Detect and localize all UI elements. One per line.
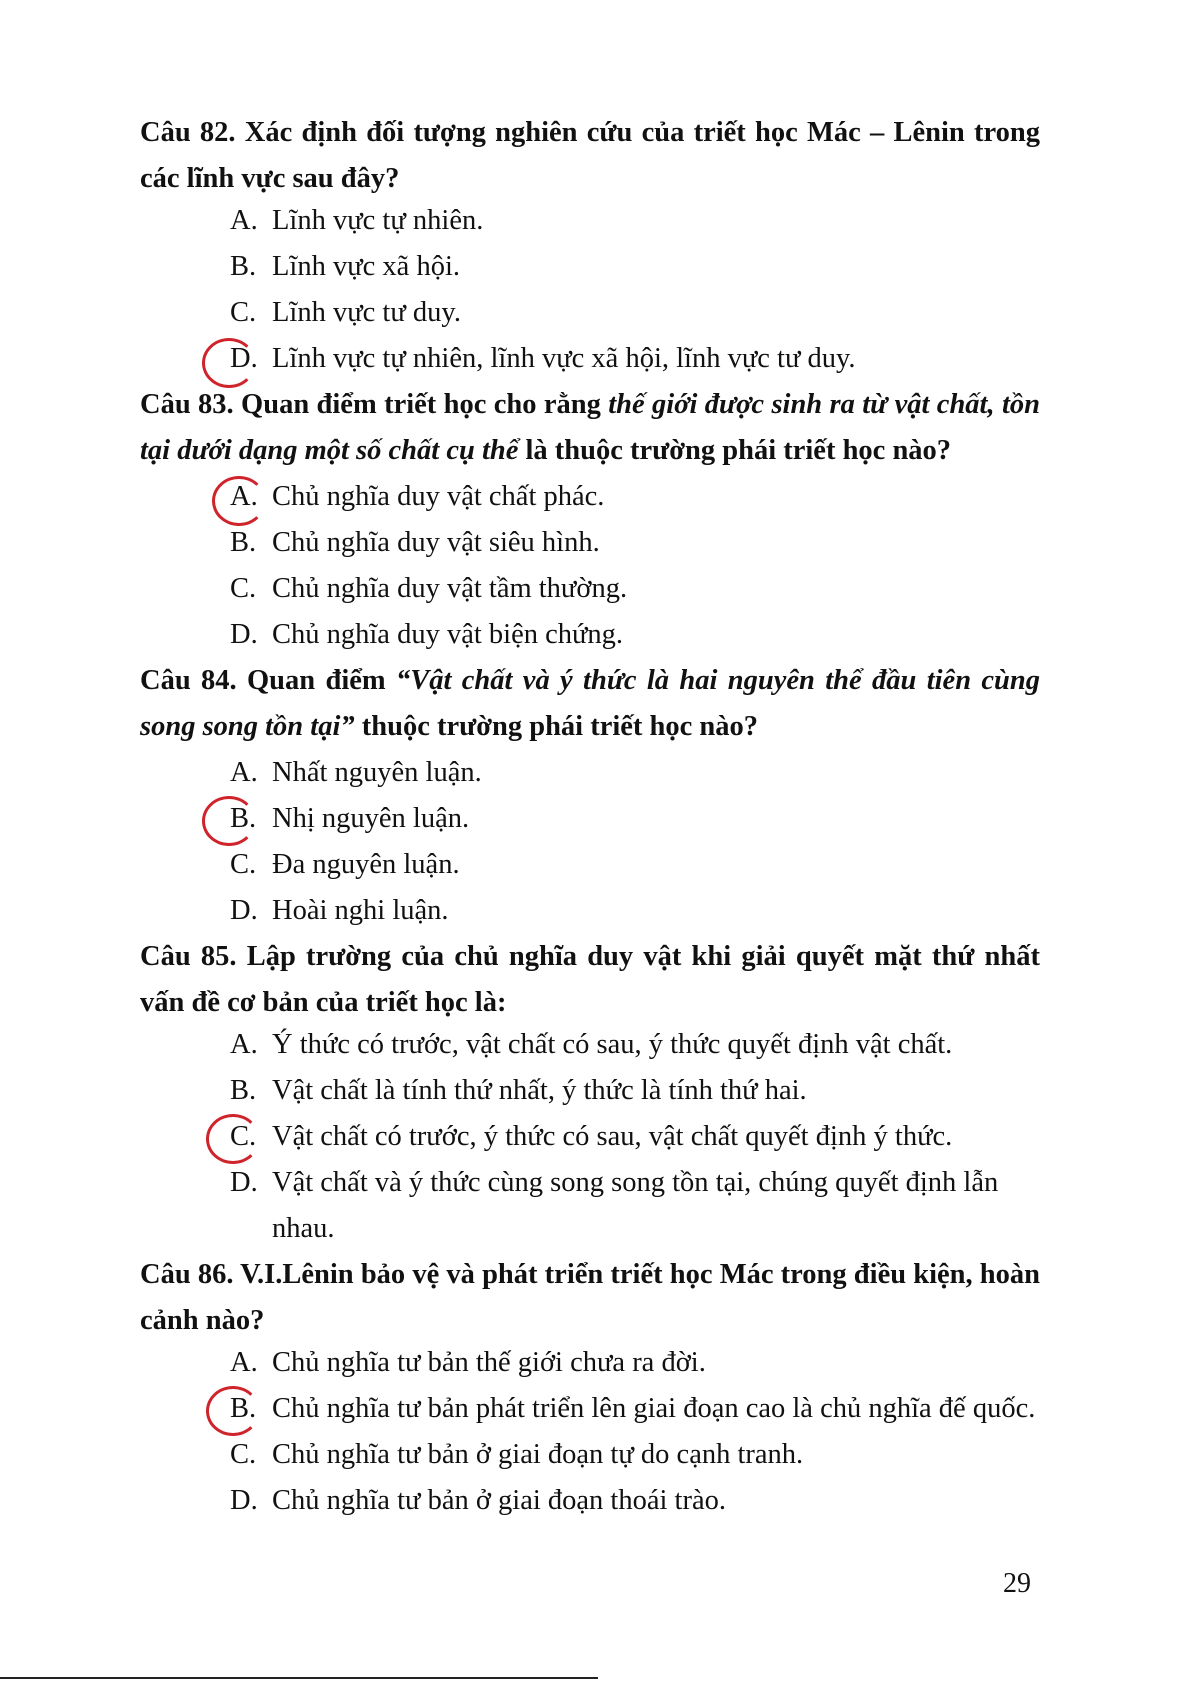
stem-italic: “Vật chất và ý thức là hai nguyên thể đầu tiên cùng song song tồn tại” <box>140 665 1040 742</box>
q86-option-c <box>230 1432 803 1478</box>
answer-circle-q86 <box>206 1386 260 1436</box>
option-letter: D. <box>230 619 258 650</box>
option-letter: D. <box>230 895 258 926</box>
option-text: Lĩnh vực xã hội. <box>272 251 460 282</box>
option-letter: C. <box>230 849 257 880</box>
option-text: Vật chất là tính thứ nhất, ý thức là tính thứ hai. <box>272 1075 807 1106</box>
option-text: Chủ nghĩa duy vật chất phác. <box>272 481 605 512</box>
q83-option-a <box>230 474 604 520</box>
q84-option-b <box>230 796 469 842</box>
option-text: Chủ nghĩa duy vật siêu hình. <box>272 527 600 558</box>
option-letter: C. <box>230 1439 257 1470</box>
option-text: Chủ nghĩa tư bản ở giai đoạn tự do cạnh tranh. <box>272 1439 804 1470</box>
option-text: Lĩnh vực tự nhiên. <box>272 205 484 236</box>
option-text: Vật chất và ý thức cùng song song tồn tại, chúng quyết định lẫn <box>272 1167 999 1198</box>
option-text: Nhị nguyên luận. <box>272 803 470 834</box>
stem-part: Câu 84. Quan điểm <box>140 665 396 696</box>
stem-italic: thế giới được sinh ra từ vật chất, tồn tại dưới dạng một số chất cụ thể <box>140 389 1040 466</box>
q82-option-a <box>230 198 483 244</box>
option-letter: D. <box>230 343 258 374</box>
option-text: Ý thức có trước, vật chất có sau, ý thức quyết định vật chất. <box>272 1029 953 1060</box>
q86-option-b <box>230 1386 1035 1432</box>
option-letter: D. <box>230 1485 258 1516</box>
question-82-stem: Câu 82. Xác định đối tượng nghiên cứu của triết học Mác – Lênin trong các lĩnh vực sau đây? <box>140 117 1040 194</box>
question-86-stem: Câu 86. V.I.Lênin bảo vệ và phát triển triết học Mác trong điều kiện, hoàn cảnh nào? <box>140 1259 1040 1336</box>
footer-divider <box>0 1677 598 1679</box>
q85-option-a <box>230 1022 952 1068</box>
question-83-stem <box>140 382 1040 474</box>
q82-option-b <box>230 244 460 290</box>
option-text: Chủ nghĩa tư bản thế giới chưa ra đời. <box>272 1347 706 1378</box>
question-84-stem <box>140 658 1040 750</box>
option-text: Hoài nghi luận. <box>272 895 449 926</box>
answer-circle-q85 <box>206 1114 260 1164</box>
q85-option-d-continued: nhau. <box>272 1213 335 1244</box>
option-text: Nhất nguyên luận. <box>272 757 482 788</box>
option-letter: A. <box>230 1029 258 1060</box>
option-letter: B. <box>230 527 257 558</box>
option-text: Lĩnh vực tự nhiên, lĩnh vực xã hội, lĩnh vực tư duy. <box>272 343 856 374</box>
option-text: Vật chất có trước, ý thức có sau, vật chất quyết định ý thức. <box>272 1121 953 1152</box>
stem-part: thuộc trường phái triết học nào? <box>354 711 759 742</box>
option-text: Chủ nghĩa tư bản ở giai đoạn thoái trào. <box>272 1485 726 1516</box>
option-letter: A. <box>230 481 258 512</box>
q84-option-a <box>230 750 482 796</box>
q85-option-c <box>230 1114 952 1160</box>
answer-circle-q83 <box>212 476 266 526</box>
answer-circle-q82 <box>202 338 256 388</box>
option-text: Đa nguyên luận. <box>272 849 460 880</box>
question-85-stem: Câu 85. Lập trường của chủ nghĩa duy vật khi giải quyết mặt thứ nhất vấn đề cơ bản của triết học là: <box>140 941 1040 1018</box>
q86-option-d <box>230 1478 726 1524</box>
q83-option-b <box>230 520 600 566</box>
option-text: Lĩnh vực tư duy. <box>272 297 461 328</box>
option-text: Chủ nghĩa duy vật tầm thường. <box>272 573 628 604</box>
q84-option-d <box>230 888 449 934</box>
option-letter: D. <box>230 1167 258 1198</box>
option-letter: B. <box>230 1075 257 1106</box>
q82-option-d <box>230 336 856 382</box>
option-letter: C. <box>230 1121 257 1152</box>
q82-option-c <box>230 290 461 336</box>
option-letter: B. <box>230 1393 257 1424</box>
q83-option-c <box>230 566 627 612</box>
page-number: 29 <box>1003 1568 1031 1599</box>
stem-part: là thuộc trường phái triết học nào? <box>518 435 952 466</box>
q84-option-c <box>230 842 460 888</box>
q85-option-b <box>230 1068 807 1114</box>
option-letter: C. <box>230 297 257 328</box>
option-letter: B. <box>230 803 257 834</box>
q85-option-d <box>230 1160 998 1206</box>
option-text: Chủ nghĩa duy vật biện chứng. <box>272 619 624 650</box>
option-letter: C. <box>230 573 257 604</box>
q83-option-d <box>230 612 623 658</box>
answer-circle-q84 <box>202 796 256 846</box>
q86-option-a <box>230 1340 706 1386</box>
option-letter: A. <box>230 757 258 788</box>
option-letter: A. <box>230 205 258 236</box>
stem-part: Câu 83. Quan điểm triết học cho rằng <box>140 389 609 420</box>
option-letter: A. <box>230 1347 258 1378</box>
option-letter: B. <box>230 251 257 282</box>
option-text: Chủ nghĩa tư bản phát triển lên giai đoạn cao là chủ nghĩa đế quốc. <box>272 1393 1036 1424</box>
